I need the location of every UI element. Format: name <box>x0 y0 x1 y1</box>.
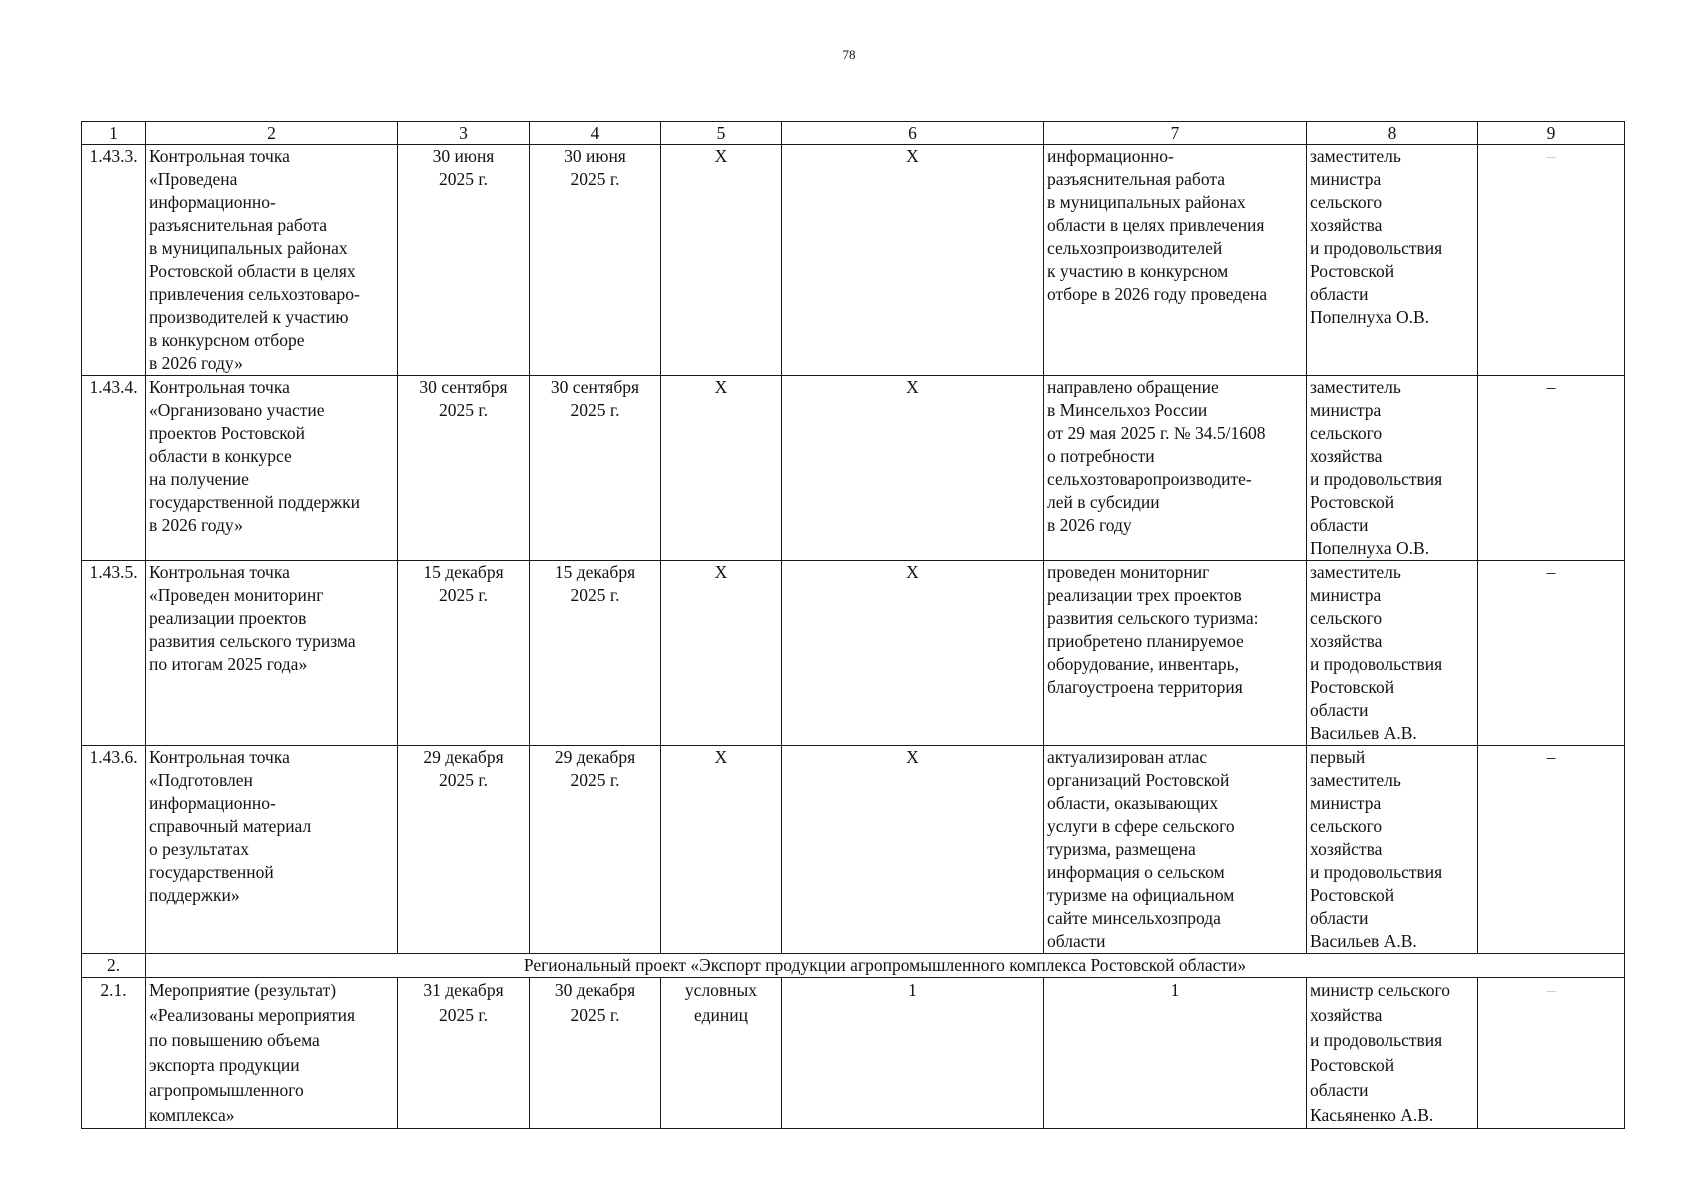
section-number: 2. <box>82 954 146 978</box>
row-unit: X <box>661 561 782 746</box>
row-result: проведен мониторниг реализации трех проектов развития сельского туризма: приобретено планируемое оборудование, инвентарь, благоустроена территория <box>1044 561 1307 746</box>
row-number: 1.43.4. <box>82 376 146 561</box>
section-row <box>82 954 1625 978</box>
row-fact-date: 30 сентября 2025 г. <box>530 376 661 561</box>
row-fact-date: 15 декабря 2025 г. <box>530 561 661 746</box>
header-col-9: 9 <box>1478 122 1625 145</box>
row-plan-date: 30 июня 2025 г. <box>398 145 530 376</box>
row-responsible: министр сельского хозяйства и продовольствия Ростовской области Касьяненко А.В. <box>1307 978 1478 1129</box>
row-result: актуализирован атлас организаций Ростовской области, оказывающих услуги в сфере сельского туризма, размещена информация о сельском туризме на официальном сайте минсельхозпрода области <box>1044 746 1307 954</box>
header-col-8: 8 <box>1307 122 1478 145</box>
row-fact-value: 1 <box>1044 978 1307 1129</box>
row-name: Мероприятие (результат) «Реализованы мероприятия по повышению объема экспорта продукции агропромышленного комплекса» <box>146 978 398 1129</box>
row-unit: X <box>661 376 782 561</box>
table-row <box>82 376 1625 561</box>
row-plan-date: 31 декабря 2025 г. <box>398 978 530 1129</box>
row-note: – <box>1478 978 1625 1129</box>
row-note: – <box>1478 561 1625 746</box>
table-row <box>82 746 1625 954</box>
row-plan-value: X <box>782 376 1044 561</box>
section-title: Региональный проект «Экспорт продукции агропромышленного комплекса Ростовской области» <box>146 954 1625 978</box>
row-fact-date: 30 декабря 2025 г. <box>530 978 661 1129</box>
row-unit: X <box>661 145 782 376</box>
header-row <box>82 122 1625 145</box>
row-responsible: заместитель министра сельского хозяйства и продовольствия Ростовской области Попелнуха О.В. <box>1307 376 1478 561</box>
row-name: Контрольная точка «Проведена информационно- разъяснительная работа в муниципальных районах Ростовской области в целях привлечения сельхозтоваро- производителей к участию в конкурсном отборе в 2026 году» <box>146 145 398 376</box>
row-plan-value: 1 <box>782 978 1044 1129</box>
plan-table <box>81 121 1625 1129</box>
row-note: – <box>1478 145 1625 376</box>
row-plan-date: 30 сентября 2025 г. <box>398 376 530 561</box>
row-result: направлено обращение в Минсельхоз России от 29 мая 2025 г. № 34.5/1608 о потребности сельхозтоваропроизводите- лей в субсидии в 2026 году <box>1044 376 1307 561</box>
page-number: 78 <box>842 47 856 62</box>
row-name: Контрольная точка «Проведен мониторинг реализации проектов развития сельского туризма по итогам 2025 года» <box>146 561 398 746</box>
table-row <box>82 978 1625 1129</box>
row-plan-value: X <box>782 145 1044 376</box>
header-col-6: 6 <box>782 122 1044 145</box>
row-unit: условных единиц <box>661 978 782 1129</box>
row-number: 1.43.6. <box>82 746 146 954</box>
row-plan-date: 15 декабря 2025 г. <box>398 561 530 746</box>
row-fact-date: 30 июня 2025 г. <box>530 145 661 376</box>
row-note: – <box>1478 376 1625 561</box>
row-responsible: заместитель министра сельского хозяйства и продовольствия Ростовской области Попелнуха О.В. <box>1307 145 1478 376</box>
row-name: Контрольная точка «Организовано участие проектов Ростовской области в конкурсе на получение государственной поддержки в 2026 году» <box>146 376 398 561</box>
row-responsible: заместитель министра сельского хозяйства и продовольствия Ростовской области Васильев А.В. <box>1307 561 1478 746</box>
row-plan-value: X <box>782 746 1044 954</box>
row-name: Контрольная точка «Подготовлен информационно- справочный материал о результатах государственной поддержки» <box>146 746 398 954</box>
row-responsible: первый заместитель министра сельского хозяйства и продовольствия Ростовской области Васильев А.В. <box>1307 746 1478 954</box>
header-col-3: 3 <box>398 122 530 145</box>
row-result: информационно- разъяснительная работа в муниципальных районах области в целях привлечения сельхозпроизводителей к участию в конкурсном отборе в 2026 году проведена <box>1044 145 1307 376</box>
row-note: – <box>1478 746 1625 954</box>
row-plan-value: X <box>782 561 1044 746</box>
header-col-1: 1 <box>82 122 146 145</box>
row-unit: X <box>661 746 782 954</box>
header-col-7: 7 <box>1044 122 1307 145</box>
header-col-5: 5 <box>661 122 782 145</box>
table-row <box>82 561 1625 746</box>
row-fact-date: 29 декабря 2025 г. <box>530 746 661 954</box>
row-number: 2.1. <box>82 978 146 1129</box>
row-number: 1.43.3. <box>82 145 146 376</box>
table-row <box>82 145 1625 376</box>
row-number: 1.43.5. <box>82 561 146 746</box>
header-col-4: 4 <box>530 122 661 145</box>
header-col-2: 2 <box>146 122 398 145</box>
row-plan-date: 29 декабря 2025 г. <box>398 746 530 954</box>
